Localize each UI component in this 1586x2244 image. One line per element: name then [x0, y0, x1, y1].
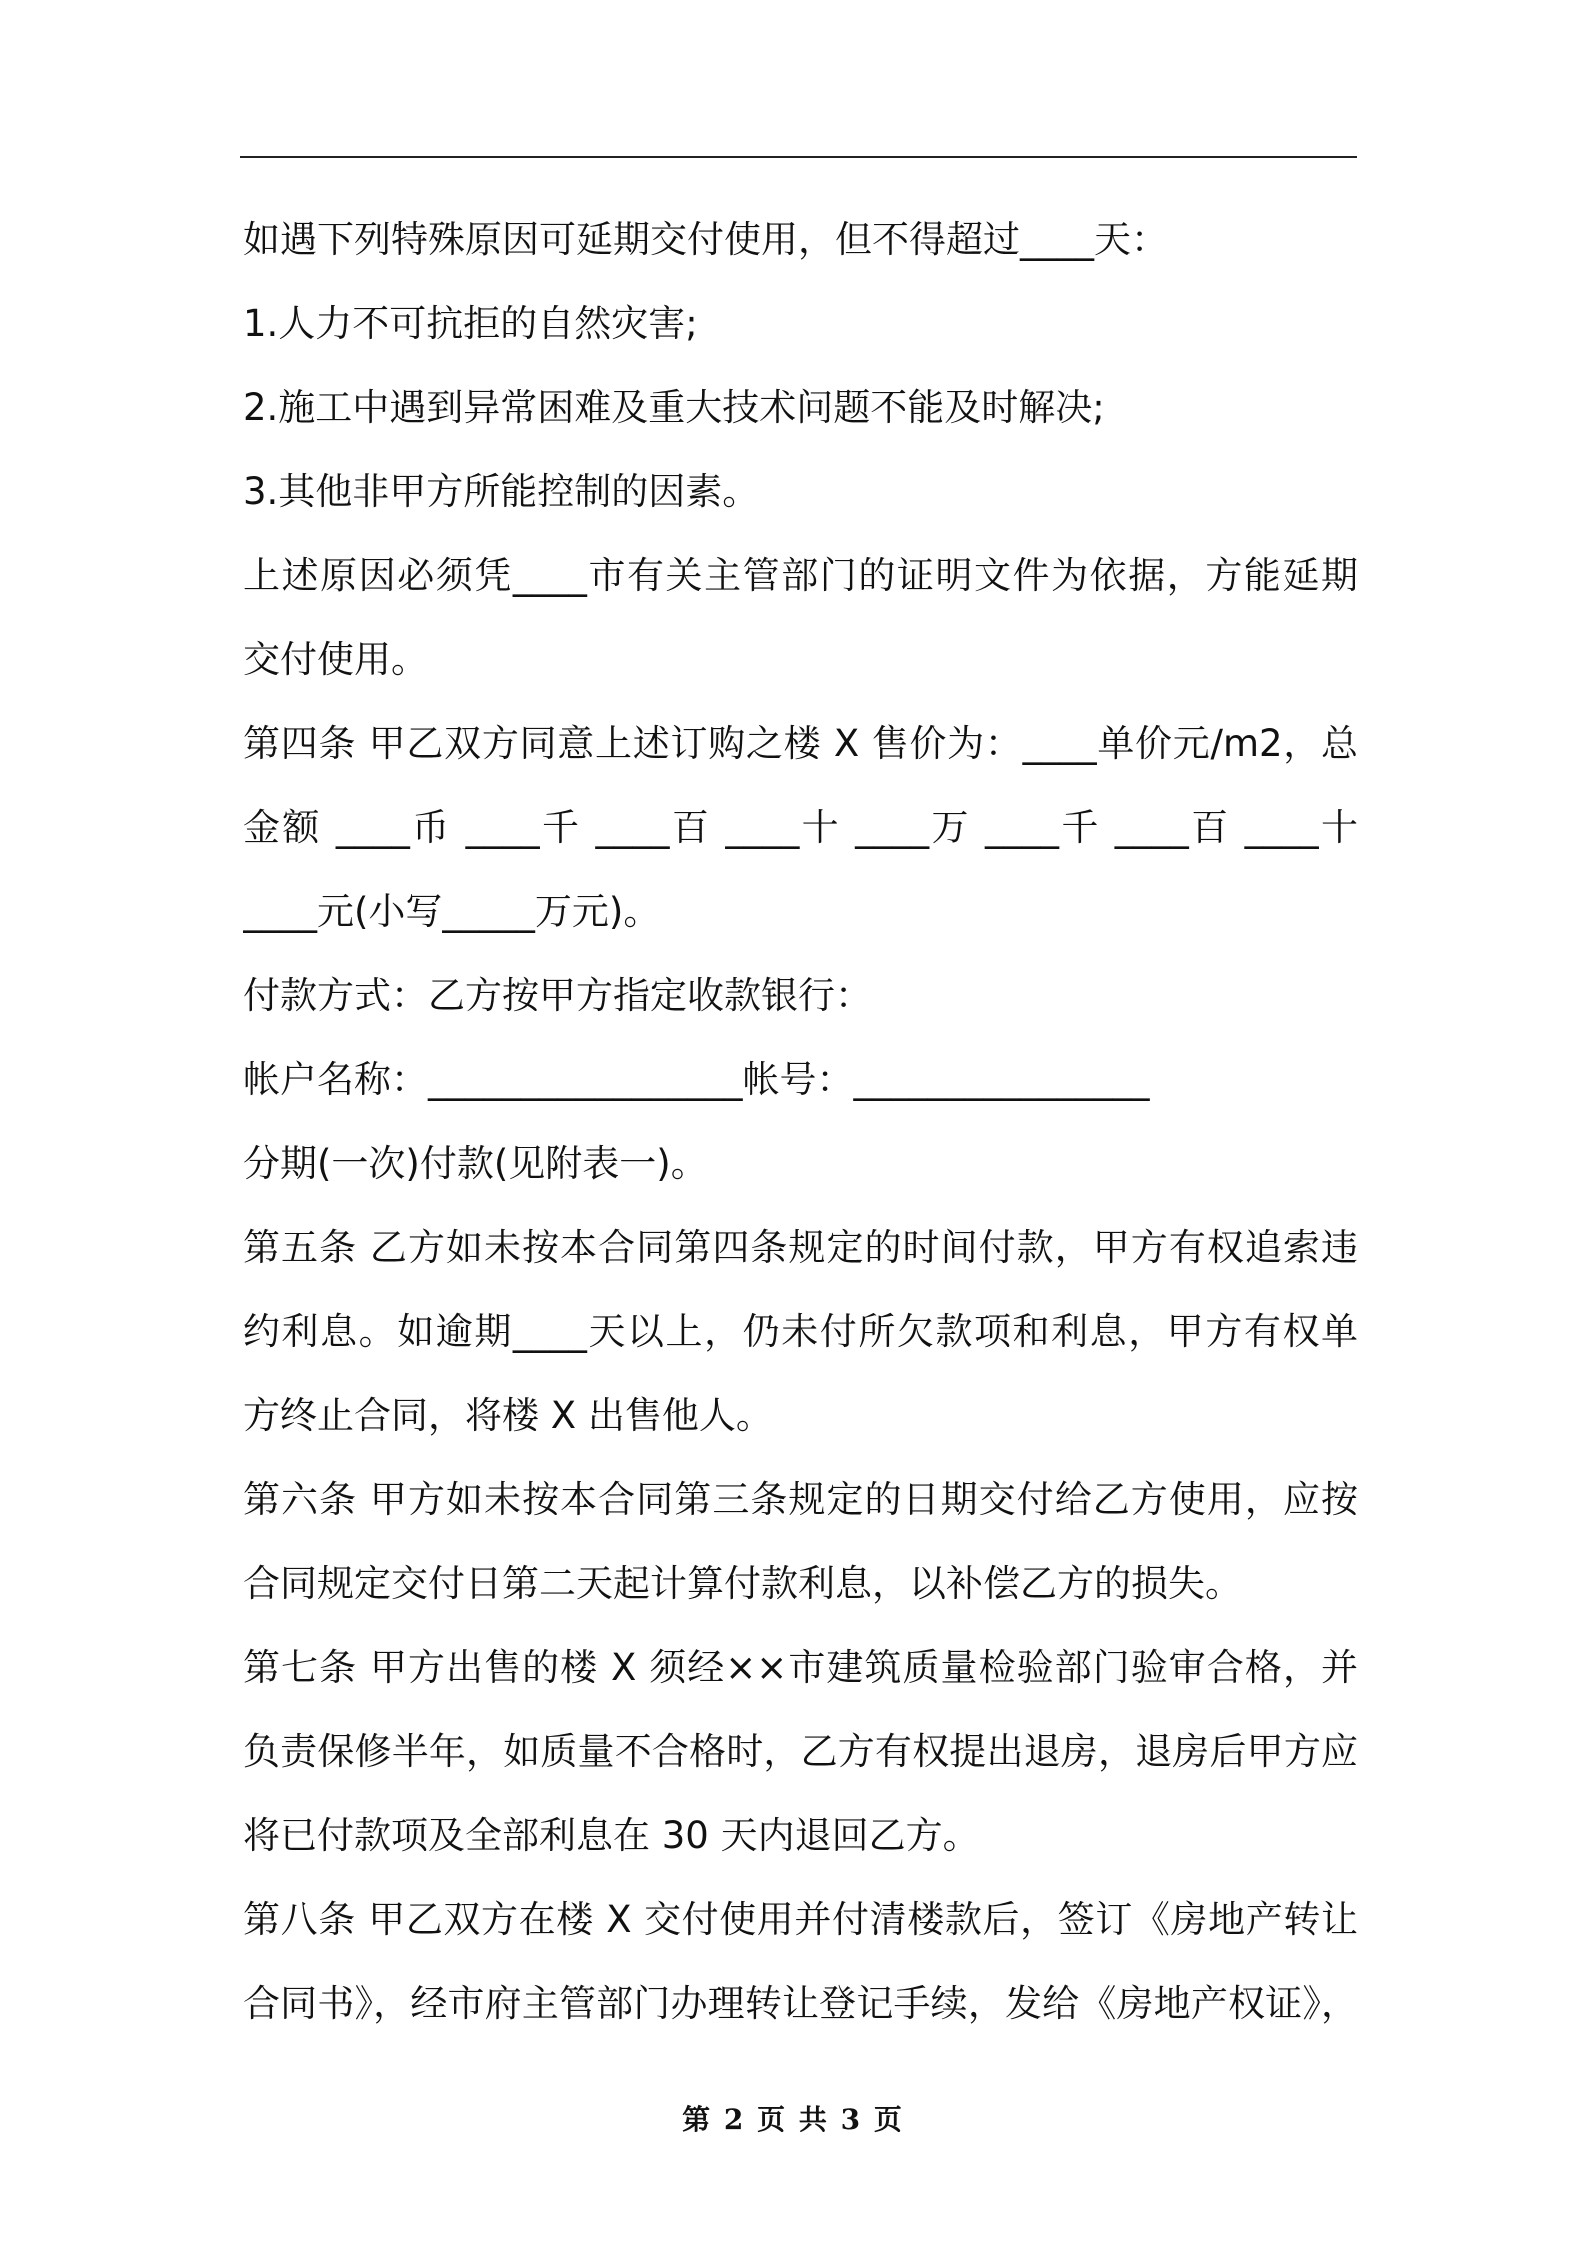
text-line-22: 合同书》，经市府主管部门办理转让登记手续，发给《房地产权证》，: [243, 1982, 1358, 2025]
text-line-6: 交付使用。: [243, 638, 428, 681]
text-line-4: 3.其他非甲方所能控制的因素。: [243, 470, 760, 513]
text-line-8: 金额 ____币 ____千 ____百 ____十 ____万 ____千 ____百 ____十: [243, 806, 1358, 849]
text-line-11: 帐户名称：_________________帐号：________________: [243, 1058, 1150, 1101]
text-line-13: 第五条 乙方如未按本合同第四条规定的时间付款，甲方有权追索违: [243, 1226, 1358, 1269]
text-line-10: 付款方式：乙方按甲方指定收款银行：: [243, 974, 872, 1017]
text-line-19: 负责保修半年，如质量不合格时，乙方有权提出退房，退房后甲方应: [243, 1730, 1358, 1773]
contract-body: [243, 198, 1358, 2046]
text-line-12: 分期(一次)付款(见附表一)。: [243, 1142, 708, 1185]
text-line-18: 第七条 甲方出售的楼 X 须经××市建筑质量检验部门验审合格，并: [243, 1646, 1358, 1689]
text-line-16: 第六条 甲方如未按本合同第三条规定的日期交付给乙方使用，应按: [243, 1478, 1358, 1521]
text-line-9: ____元(小写_____万元)。: [243, 890, 661, 933]
text-line-1: 如遇下列特殊原因可延期交付使用，但不得超过____天：: [243, 218, 1168, 261]
text-line-2: 1.人力不可抗拒的自然灾害;: [243, 302, 698, 345]
text-line-3: 2.施工中遇到异常困难及重大技术问题不能及时解决;: [243, 386, 1105, 429]
text-line-14: 约利息。如逾期____天以上，仍未付所欠款项和利息，甲方有权单: [243, 1310, 1358, 1353]
text-line-15: 方终止合同，将楼 X 出售他人。: [243, 1394, 773, 1437]
text-line-7: 第四条 甲乙双方同意上述订购之楼 X 售价为：____单价元/m2，总: [243, 722, 1358, 765]
header-rule: [240, 156, 1357, 158]
text-line-17: 合同规定交付日第二天起计算付款利息，以补偿乙方的损失。: [243, 1562, 1242, 1605]
text-line-5: 上述原因必须凭____市有关主管部门的证明文件为依据，方能延期: [243, 554, 1358, 597]
text-line-20: 将已付款项及全部利息在 30 天内退回乙方。: [243, 1814, 980, 1857]
text-line-21: 第八条 甲乙双方在楼 X 交付使用并付清楼款后，签订《房地产转让: [243, 1898, 1358, 1941]
page-number-footer: 第 2 页 共 3 页: [682, 2103, 904, 2136]
